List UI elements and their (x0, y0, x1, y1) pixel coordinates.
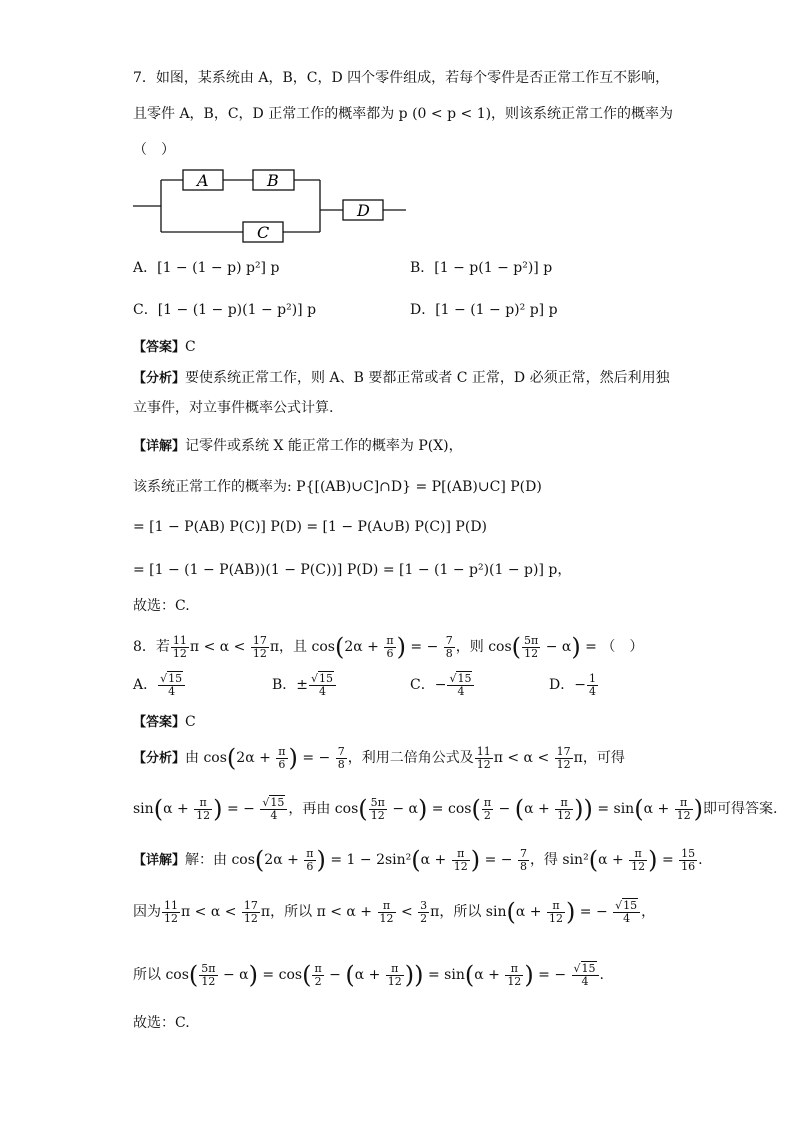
q8-option-d: D．− $\frac{1}{4}$ (549, 671, 596, 698)
detail-tag: 【详解】 (133, 439, 186, 454)
q8-analysis-1: 【分析】由 cos(2α + $\frac{\pi}{6}$ ) = − $\frac{7}{8}$ ，利用二倍角公式及 $\frac{11}{12}$ π < α < $\frac{17}{12}$ π，可得 (133, 744, 625, 772)
q8-detail-3: 所以 cos( $\frac{5\pi}{12}$ − α) = cos( $\frac{\pi}{2}$ − (α + $\frac{\pi}{12}$ )) = sin(α + $\frac{\pi}{12}$ ) = − $\frac{√15}{4}$ . (133, 961, 604, 989)
analysis-tag: 【分析】 (133, 371, 186, 386)
q7-choose: 故选：C. (133, 598, 190, 614)
q7-option-a: A．[1 − (1 − p) p²] p (133, 260, 280, 276)
q7-line-1: 7．如图，某系统由 A，B，C，D 四个零件组成，若每个零件是否正常工作互不影响， (133, 70, 670, 86)
q8-detail-1: 【详解】解：由 cos(2α + $\frac{\pi}{6}$ ) = 1 − 2sin²(α + $\frac{\pi}{12}$ ) = − $\frac{7}{8}$ ，得 sin²(α + $\frac{\pi}{12}$ ) = $\frac{15}{16}$ . (133, 846, 703, 874)
q7-line-2: 且零件 A，B，C，D 正常工作的概率都为 p (0 < p < 1)，则该系统正常工作的概率为 (133, 106, 674, 122)
q8-prefix: 8．若 (133, 639, 170, 655)
answer-value: C (185, 339, 196, 355)
q8-choose: 故选：C. (133, 1015, 190, 1031)
q7-detail-2: 该系统正常工作的概率为: P{[(AB)∪C]∩D} = P[(AB)∪C] P(D) (133, 479, 542, 495)
label-a: A (197, 171, 209, 190)
q7-detail-3: = [1 − P(AB) P(C)] P(D) = [1 − P(A∪B) P(C)] P(D) (133, 519, 487, 535)
answer-tag: 【答案】 (133, 715, 186, 730)
q8-option-b: B．± $\frac{√15}{4}$ (272, 672, 337, 698)
q7-option-d: D．[1 − (1 − p)² p] p (410, 302, 558, 318)
q7-analysis-2: 立事件，对立事件概率公式计算. (133, 400, 334, 416)
q7-detail-4: = [1 − (1 − P(AB))(1 − P(C))] P(D) = [1 − (1 − p²)(1 − p)] p， (133, 562, 572, 578)
q7-detail-1 (133, 436, 463, 457)
detail-text: 记零件或系统 X 能正常工作的概率为 P(X)， (185, 438, 463, 454)
q7-option-c: C．[1 − (1 − p)(1 − p²)] p (133, 302, 317, 318)
answer-value: C (185, 714, 196, 730)
q7-paren: （ ） (133, 142, 175, 158)
q8-option-a: A． $\frac{√15}{4}$ (133, 672, 186, 698)
q7-analysis-1 (133, 368, 670, 389)
q8-detail-2: 因为 $\frac{11}{12}$ π < α < $\frac{17}{12}$ π，所以 π < α + $\frac{\pi}{12}$ < $\frac{3}{2}$ π，所以 sin(α + $\frac{\pi}{12}$ ) = − $\frac{√15}{4}$ ， (133, 898, 656, 926)
q8-analysis-2: sin(α + $\frac{\pi}{12}$ ) = − $\frac{√15}{4}$ ，再由 cos( $\frac{5\pi}{12}$ − α) = cos( $\frac{\pi}{2}$ − (α + $\frac{\pi}{12}$ )) = sin(α + $\frac{\pi}{12}$ )即可得答案. (133, 795, 778, 823)
q8-answer (133, 712, 196, 733)
label-b: B (267, 171, 279, 190)
q7-option-b: B．[1 − p(1 − p²)] p (410, 260, 553, 276)
q7-answer (133, 337, 196, 358)
q8-stem: 8．若 $\frac{11}{12}$ π < α < $\frac{17}{12}$ π，且 cos(2α + $\frac{\pi}{6}$ ) = − $\frac{7}{8}$ ，则 cos( $\frac{5\pi}{12}$ − α) = （ ） (133, 633, 644, 661)
q8-option-c: C．− $\frac{√15}{4}$ (410, 672, 475, 698)
label-d: D (357, 201, 370, 220)
label-c: C (257, 223, 270, 242)
analysis-text: 要使系统正常工作，则 A、B 要都正常或者 C 正常，D 必须正常，然后利用独 (185, 370, 670, 386)
circuit-diagram (130, 165, 420, 247)
answer-tag: 【答案】 (133, 340, 186, 355)
